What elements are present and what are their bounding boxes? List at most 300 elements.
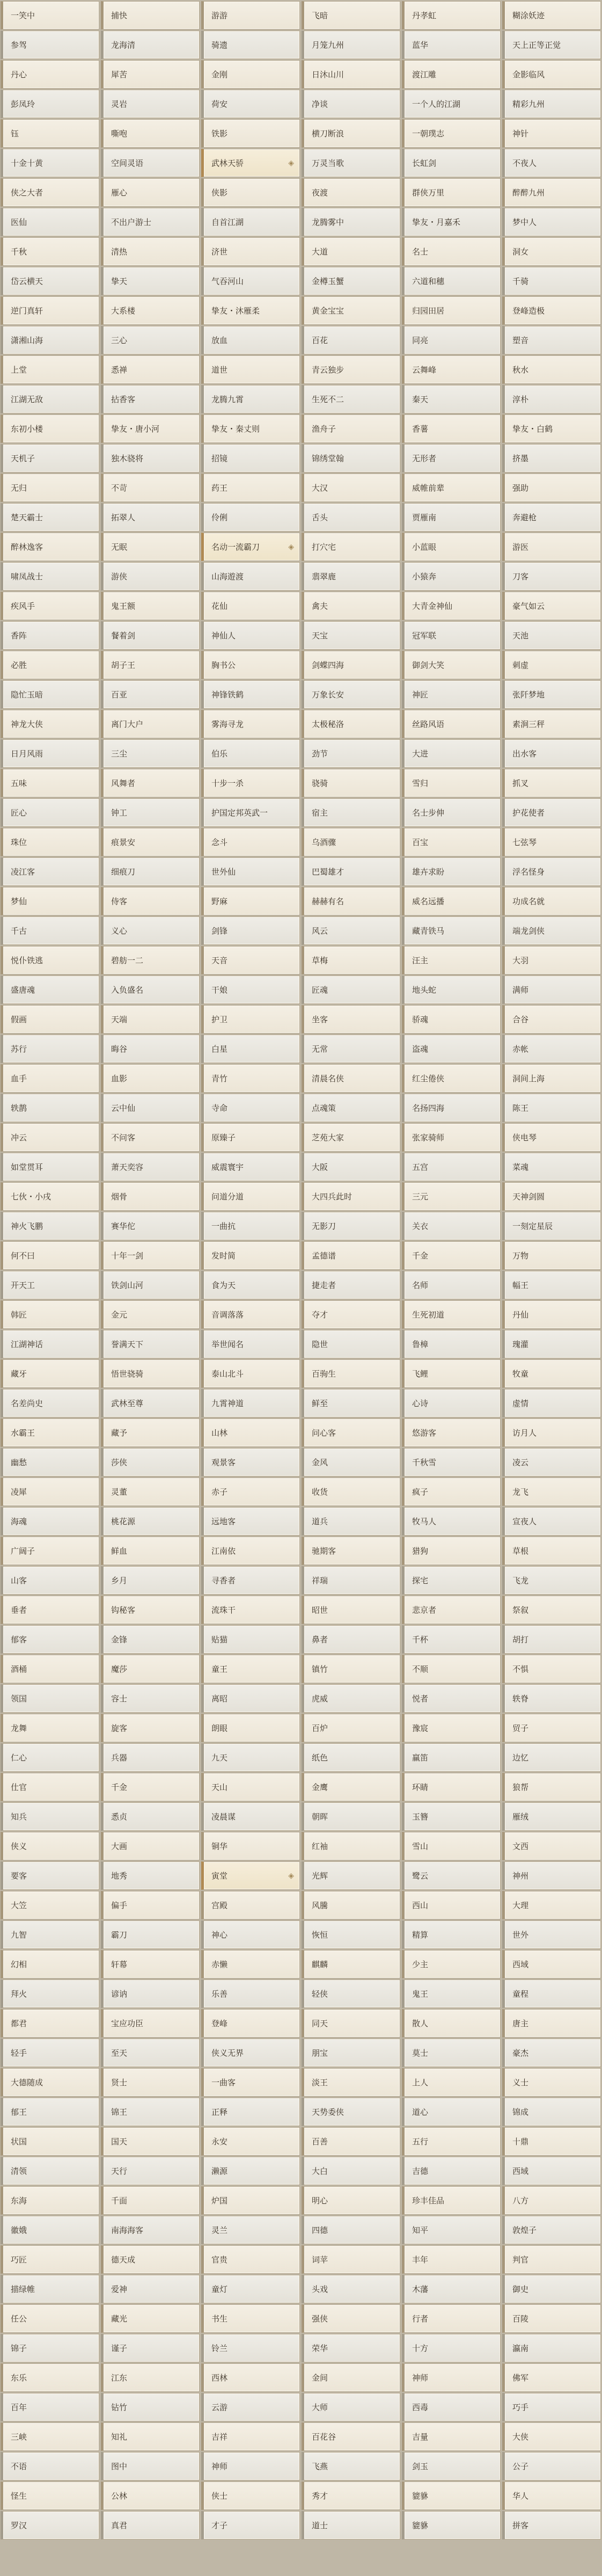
title-cell[interactable] — [101, 119, 200, 148]
title-cell[interactable] — [201, 237, 300, 266]
title-cell[interactable] — [302, 1359, 400, 1388]
title-cell[interactable] — [302, 2098, 400, 2126]
title-cell[interactable] — [201, 503, 300, 532]
title-cell[interactable] — [201, 1418, 300, 1447]
title-cell[interactable] — [502, 946, 601, 974]
title-cell[interactable] — [201, 1537, 300, 1565]
title-cell[interactable] — [1, 946, 99, 974]
title-cell[interactable] — [502, 916, 601, 945]
title-cell[interactable] — [502, 2334, 601, 2362]
title-cell[interactable] — [101, 60, 200, 89]
title-cell[interactable] — [201, 60, 300, 89]
title-cell[interactable] — [402, 1212, 501, 1240]
title-cell[interactable] — [1, 1241, 99, 1270]
title-cell[interactable] — [1, 355, 99, 384]
title-cell[interactable] — [1, 1861, 99, 1890]
title-cell[interactable] — [302, 2511, 400, 2539]
title-cell[interactable] — [402, 1478, 501, 1506]
title-cell[interactable] — [402, 414, 501, 443]
title-cell[interactable] — [1, 2009, 99, 2037]
title-cell[interactable] — [302, 237, 400, 266]
title-cell[interactable] — [502, 1507, 601, 1536]
title-cell[interactable] — [101, 474, 200, 502]
title-cell[interactable] — [402, 1330, 501, 1358]
title-cell[interactable] — [101, 1153, 200, 1181]
title-cell[interactable] — [502, 1478, 601, 1506]
title-cell[interactable] — [101, 680, 200, 709]
title-cell[interactable] — [201, 1773, 300, 1801]
title-cell[interactable] — [402, 2186, 501, 2215]
title-cell[interactable] — [502, 710, 601, 738]
title-cell[interactable] — [502, 1389, 601, 1417]
title-cell[interactable] — [502, 2127, 601, 2156]
title-cell[interactable] — [402, 296, 501, 325]
title-cell[interactable] — [502, 1300, 601, 1329]
title-cell[interactable] — [402, 1625, 501, 1654]
title-cell[interactable] — [302, 503, 400, 532]
title-cell[interactable] — [201, 1035, 300, 1063]
title-cell[interactable] — [502, 503, 601, 532]
title-cell[interactable] — [201, 828, 300, 856]
title-cell[interactable] — [402, 916, 501, 945]
title-cell[interactable] — [302, 1802, 400, 1831]
title-cell[interactable] — [402, 857, 501, 886]
title-cell[interactable] — [302, 2127, 400, 2156]
title-cell[interactable] — [201, 1714, 300, 1742]
title-cell[interactable] — [1, 976, 99, 1004]
title-cell[interactable] — [502, 1773, 601, 1801]
title-cell[interactable] — [302, 1212, 400, 1240]
title-cell[interactable] — [402, 1359, 501, 1388]
title-cell[interactable] — [101, 503, 200, 532]
title-cell[interactable] — [101, 2334, 200, 2362]
title-cell[interactable] — [502, 1861, 601, 1890]
title-cell[interactable] — [201, 1950, 300, 1978]
title-cell[interactable] — [402, 680, 501, 709]
title-cell[interactable] — [201, 887, 300, 915]
title-cell[interactable] — [101, 1448, 200, 1476]
title-cell[interactable] — [402, 2304, 501, 2333]
title-cell[interactable] — [402, 503, 501, 532]
title-cell[interactable] — [1, 2452, 99, 2480]
title-cell[interactable] — [302, 1389, 400, 1417]
title-cell[interactable] — [502, 2157, 601, 2185]
title-cell[interactable] — [201, 1861, 300, 1890]
title-cell[interactable] — [101, 798, 200, 827]
title-cell[interactable] — [302, 2363, 400, 2392]
title-cell[interactable] — [302, 1182, 400, 1211]
title-cell[interactable] — [402, 1655, 501, 1683]
title-cell[interactable] — [402, 474, 501, 502]
title-cell[interactable] — [302, 326, 400, 354]
title-cell[interactable] — [101, 1418, 200, 1447]
title-cell[interactable] — [1, 1743, 99, 1772]
title-cell[interactable] — [502, 2482, 601, 2510]
title-cell[interactable] — [101, 2245, 200, 2274]
title-cell[interactable] — [302, 828, 400, 856]
title-cell[interactable] — [1, 2422, 99, 2451]
title-cell[interactable] — [302, 31, 400, 59]
title-cell[interactable] — [302, 1596, 400, 1624]
title-cell[interactable] — [101, 355, 200, 384]
title-cell[interactable] — [101, 1684, 200, 1713]
title-cell[interactable] — [201, 1684, 300, 1713]
title-cell[interactable] — [402, 1005, 501, 1034]
title-cell[interactable] — [1, 1300, 99, 1329]
title-cell[interactable] — [1, 1, 99, 30]
title-cell[interactable] — [402, 1537, 501, 1565]
title-cell[interactable] — [502, 1153, 601, 1181]
title-cell[interactable] — [302, 916, 400, 945]
title-cell[interactable] — [201, 31, 300, 59]
title-cell[interactable] — [1, 267, 99, 295]
title-cell[interactable] — [302, 267, 400, 295]
title-cell[interactable] — [502, 1832, 601, 1860]
title-cell[interactable] — [1, 562, 99, 591]
title-cell[interactable] — [101, 149, 200, 177]
title-cell[interactable] — [201, 2127, 300, 2156]
title-cell[interactable] — [201, 2511, 300, 2539]
title-cell[interactable] — [302, 208, 400, 236]
title-cell[interactable] — [101, 1005, 200, 1034]
title-cell[interactable] — [302, 2452, 400, 2480]
title-cell[interactable] — [402, 2009, 501, 2037]
title-cell[interactable] — [502, 1359, 601, 1388]
title-cell[interactable] — [101, 208, 200, 236]
title-cell[interactable] — [101, 178, 200, 207]
title-cell[interactable] — [101, 1300, 200, 1329]
title-cell[interactable] — [101, 1773, 200, 1801]
title-cell[interactable] — [201, 474, 300, 502]
title-cell[interactable] — [201, 1330, 300, 1358]
title-cell[interactable] — [201, 798, 300, 827]
title-cell[interactable] — [101, 2304, 200, 2333]
title-cell[interactable] — [201, 533, 300, 561]
title-cell[interactable] — [302, 2216, 400, 2244]
title-cell[interactable] — [302, 1418, 400, 1447]
title-cell[interactable] — [101, 2098, 200, 2126]
title-cell[interactable] — [402, 1773, 501, 1801]
title-cell[interactable] — [502, 1123, 601, 1152]
title-cell[interactable] — [1, 385, 99, 413]
title-cell[interactable] — [101, 651, 200, 679]
title-cell[interactable] — [1, 474, 99, 502]
title-cell[interactable] — [1, 1537, 99, 1565]
title-cell[interactable] — [201, 1123, 300, 1152]
title-cell[interactable] — [502, 562, 601, 591]
title-cell[interactable] — [1, 1684, 99, 1713]
title-cell[interactable] — [402, 739, 501, 768]
title-cell[interactable] — [201, 1448, 300, 1476]
title-cell[interactable] — [101, 237, 200, 266]
title-cell[interactable] — [402, 385, 501, 413]
title-cell[interactable] — [302, 798, 400, 827]
title-cell[interactable] — [502, 1950, 601, 1978]
title-cell[interactable] — [502, 60, 601, 89]
title-cell[interactable] — [201, 1182, 300, 1211]
title-cell[interactable] — [201, 562, 300, 591]
title-cell[interactable] — [1, 710, 99, 738]
title-cell[interactable] — [302, 857, 400, 886]
title-cell[interactable] — [1, 1507, 99, 1536]
title-cell[interactable] — [201, 119, 300, 148]
title-cell[interactable] — [302, 739, 400, 768]
title-cell[interactable] — [402, 1950, 501, 1978]
title-cell[interactable] — [201, 2245, 300, 2274]
title-cell[interactable] — [1, 1330, 99, 1358]
title-cell[interactable] — [101, 1182, 200, 1211]
title-cell[interactable] — [502, 149, 601, 177]
title-cell[interactable] — [502, 621, 601, 650]
title-cell[interactable] — [101, 1507, 200, 1536]
title-cell[interactable] — [101, 31, 200, 59]
title-cell[interactable] — [101, 828, 200, 856]
title-cell[interactable] — [402, 2157, 501, 2185]
title-cell[interactable] — [101, 1861, 200, 1890]
title-cell[interactable] — [101, 444, 200, 472]
title-cell[interactable] — [201, 2452, 300, 2480]
title-cell[interactable] — [502, 857, 601, 886]
title-cell[interactable] — [201, 1094, 300, 1122]
title-cell[interactable] — [302, 1537, 400, 1565]
title-cell[interactable] — [101, 1123, 200, 1152]
title-cell[interactable] — [201, 178, 300, 207]
title-cell[interactable] — [1, 2127, 99, 2156]
title-cell[interactable] — [502, 1802, 601, 1831]
title-cell[interactable] — [502, 1005, 601, 1034]
title-cell[interactable] — [502, 739, 601, 768]
title-cell[interactable] — [101, 2127, 200, 2156]
title-cell[interactable] — [402, 2363, 501, 2392]
title-cell[interactable] — [502, 1566, 601, 1595]
title-cell[interactable] — [502, 533, 601, 561]
title-cell[interactable] — [201, 2068, 300, 2097]
title-cell[interactable] — [302, 90, 400, 118]
title-cell[interactable] — [201, 1300, 300, 1329]
title-cell[interactable] — [302, 1950, 400, 1978]
title-cell[interactable] — [1, 1418, 99, 1447]
title-cell[interactable] — [302, 1478, 400, 1506]
title-cell[interactable] — [502, 267, 601, 295]
title-cell[interactable] — [502, 1182, 601, 1211]
title-cell[interactable] — [1, 1980, 99, 2008]
title-cell[interactable] — [101, 267, 200, 295]
title-cell[interactable] — [302, 2157, 400, 2185]
title-cell[interactable] — [302, 2393, 400, 2421]
title-cell[interactable] — [502, 1241, 601, 1270]
title-cell[interactable] — [1, 2393, 99, 2421]
title-cell[interactable] — [402, 562, 501, 591]
title-cell[interactable] — [101, 1, 200, 30]
title-cell[interactable] — [502, 1743, 601, 1772]
title-cell[interactable] — [402, 2422, 501, 2451]
title-cell[interactable] — [502, 2009, 601, 2037]
title-cell[interactable] — [402, 1271, 501, 1299]
title-cell[interactable] — [302, 296, 400, 325]
title-cell[interactable] — [1, 2334, 99, 2362]
title-cell[interactable] — [502, 2452, 601, 2480]
title-cell[interactable] — [1, 1123, 99, 1152]
title-cell[interactable] — [502, 1714, 601, 1742]
title-cell[interactable] — [101, 1596, 200, 1624]
title-cell[interactable] — [101, 562, 200, 591]
title-cell[interactable] — [502, 1980, 601, 2008]
title-cell[interactable] — [402, 1596, 501, 1624]
title-cell[interactable] — [302, 621, 400, 650]
title-cell[interactable] — [302, 149, 400, 177]
title-cell[interactable] — [201, 769, 300, 797]
title-cell[interactable] — [402, 2039, 501, 2067]
title-cell[interactable] — [502, 1684, 601, 1713]
title-cell[interactable] — [502, 326, 601, 354]
title-cell[interactable] — [402, 828, 501, 856]
title-cell[interactable] — [502, 680, 601, 709]
title-cell[interactable] — [502, 2068, 601, 2097]
title-cell[interactable] — [101, 739, 200, 768]
title-cell[interactable] — [402, 1182, 501, 1211]
title-cell[interactable] — [302, 592, 400, 620]
title-cell[interactable] — [1, 1094, 99, 1122]
title-cell[interactable] — [502, 828, 601, 856]
title-cell[interactable] — [201, 1832, 300, 1860]
title-cell[interactable] — [201, 976, 300, 1004]
title-cell[interactable] — [101, 2186, 200, 2215]
title-cell[interactable] — [502, 237, 601, 266]
title-cell[interactable] — [402, 1980, 501, 2008]
title-cell[interactable] — [201, 1891, 300, 1919]
title-cell[interactable] — [402, 1507, 501, 1536]
title-cell[interactable] — [1, 1655, 99, 1683]
title-cell[interactable] — [302, 1743, 400, 1772]
title-cell[interactable] — [101, 1832, 200, 1860]
title-cell[interactable] — [402, 149, 501, 177]
title-cell[interactable] — [101, 90, 200, 118]
title-cell[interactable] — [302, 1241, 400, 1270]
title-cell[interactable] — [101, 1950, 200, 1978]
title-cell[interactable] — [1, 680, 99, 709]
title-cell[interactable] — [201, 1359, 300, 1388]
title-cell[interactable] — [1, 916, 99, 945]
title-cell[interactable] — [402, 1861, 501, 1890]
title-cell[interactable] — [502, 2275, 601, 2303]
title-cell[interactable] — [1, 2039, 99, 2067]
title-cell[interactable] — [502, 2304, 601, 2333]
title-cell[interactable] — [101, 1094, 200, 1122]
title-cell[interactable] — [402, 769, 501, 797]
title-cell[interactable] — [402, 60, 501, 89]
title-cell[interactable] — [402, 90, 501, 118]
title-cell[interactable] — [502, 1330, 601, 1358]
title-cell[interactable] — [101, 1241, 200, 1270]
title-cell[interactable] — [1, 1891, 99, 1919]
title-cell[interactable] — [402, 1064, 501, 1093]
title-cell[interactable] — [502, 385, 601, 413]
title-cell[interactable] — [1, 2482, 99, 2510]
title-cell[interactable] — [402, 2127, 501, 2156]
title-cell[interactable] — [502, 2363, 601, 2392]
title-cell[interactable] — [302, 1064, 400, 1093]
title-cell[interactable] — [402, 2245, 501, 2274]
title-cell[interactable] — [302, 1655, 400, 1683]
title-cell[interactable] — [201, 1212, 300, 1240]
title-cell[interactable] — [201, 1920, 300, 1949]
title-cell[interactable] — [502, 1920, 601, 1949]
title-cell[interactable] — [101, 2393, 200, 2421]
title-cell[interactable] — [101, 533, 200, 561]
title-cell[interactable] — [502, 355, 601, 384]
title-cell[interactable] — [402, 651, 501, 679]
title-cell[interactable] — [302, 385, 400, 413]
title-cell[interactable] — [402, 1684, 501, 1713]
title-cell[interactable] — [402, 2334, 501, 2362]
title-cell[interactable] — [502, 208, 601, 236]
title-cell[interactable] — [1, 149, 99, 177]
title-cell[interactable] — [502, 178, 601, 207]
title-cell[interactable] — [402, 710, 501, 738]
title-cell[interactable] — [302, 2304, 400, 2333]
title-cell[interactable] — [201, 326, 300, 354]
title-cell[interactable] — [402, 1153, 501, 1181]
title-cell[interactable] — [302, 2186, 400, 2215]
title-cell[interactable] — [101, 385, 200, 413]
title-cell[interactable] — [402, 798, 501, 827]
title-cell[interactable] — [302, 946, 400, 974]
title-cell[interactable] — [502, 2511, 601, 2539]
title-cell[interactable] — [502, 296, 601, 325]
title-cell[interactable] — [201, 2304, 300, 2333]
title-cell[interactable] — [402, 1389, 501, 1417]
title-cell[interactable] — [101, 710, 200, 738]
title-cell[interactable] — [402, 355, 501, 384]
title-cell[interactable] — [302, 1625, 400, 1654]
title-cell[interactable] — [302, 2245, 400, 2274]
title-cell[interactable] — [402, 1743, 501, 1772]
title-cell[interactable] — [1, 31, 99, 59]
title-cell[interactable] — [302, 1861, 400, 1890]
title-cell[interactable] — [1, 1153, 99, 1181]
title-cell[interactable] — [302, 1, 400, 30]
title-cell[interactable] — [402, 2511, 501, 2539]
title-cell[interactable] — [1, 1920, 99, 1949]
title-cell[interactable] — [502, 2245, 601, 2274]
title-cell[interactable] — [402, 1891, 501, 1919]
title-cell[interactable] — [502, 2393, 601, 2421]
title-cell[interactable] — [1, 1359, 99, 1388]
title-cell[interactable] — [1, 1773, 99, 1801]
title-cell[interactable] — [302, 651, 400, 679]
title-cell[interactable] — [402, 2452, 501, 2480]
title-cell[interactable] — [201, 2216, 300, 2244]
title-cell[interactable] — [302, 680, 400, 709]
title-cell[interactable] — [302, 1123, 400, 1152]
title-cell[interactable] — [302, 1507, 400, 1536]
title-cell[interactable] — [101, 1359, 200, 1388]
title-cell[interactable] — [1, 1448, 99, 1476]
title-cell[interactable] — [201, 1743, 300, 1772]
title-cell[interactable] — [101, 1802, 200, 1831]
title-cell[interactable] — [201, 2009, 300, 2037]
title-cell[interactable] — [1, 651, 99, 679]
title-cell[interactable] — [1, 2186, 99, 2215]
title-cell[interactable] — [101, 1891, 200, 1919]
title-cell[interactable] — [101, 1655, 200, 1683]
title-cell[interactable] — [201, 1153, 300, 1181]
title-cell[interactable] — [101, 1064, 200, 1093]
title-cell[interactable] — [402, 326, 501, 354]
title-cell[interactable] — [502, 119, 601, 148]
title-cell[interactable] — [101, 1389, 200, 1417]
title-cell[interactable] — [502, 2216, 601, 2244]
